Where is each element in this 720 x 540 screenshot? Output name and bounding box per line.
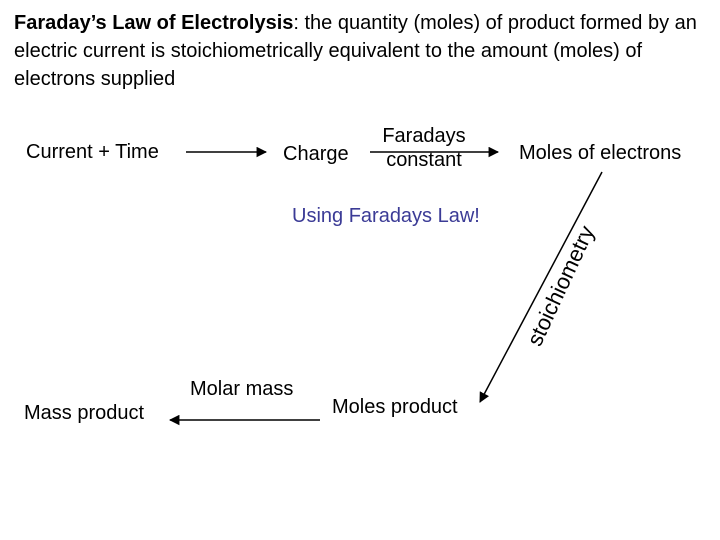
node-moles-product: Moles product: [332, 396, 458, 418]
edge-label-faradays-line1: Faradays: [382, 125, 466, 147]
heading-term: Faraday’s Law of Electrolysis: [14, 12, 294, 34]
edge-label-molar-mass: Molar mass: [190, 378, 294, 400]
node-current-time: Current + Time: [26, 141, 159, 163]
edge-label-faradays-constant: [364, 124, 484, 172]
edge-label-stoichiometry: stoichiometry: [521, 221, 600, 350]
annotation-faradays-law: Using Faradays Law!: [292, 205, 480, 227]
node-charge: Charge: [283, 143, 349, 165]
node-mass-product: Mass product: [24, 402, 145, 424]
arrow-electrons-to-moles-product: [480, 172, 602, 402]
edge-label-faradays-line2: constant: [386, 149, 462, 171]
node-moles-electrons: Moles of electrons: [519, 142, 682, 164]
heading-text: : the quantity (moles) of product formed by an electric current is stoichiometrically equivalent to the amount (moles) of electrons supplied: [14, 12, 697, 90]
